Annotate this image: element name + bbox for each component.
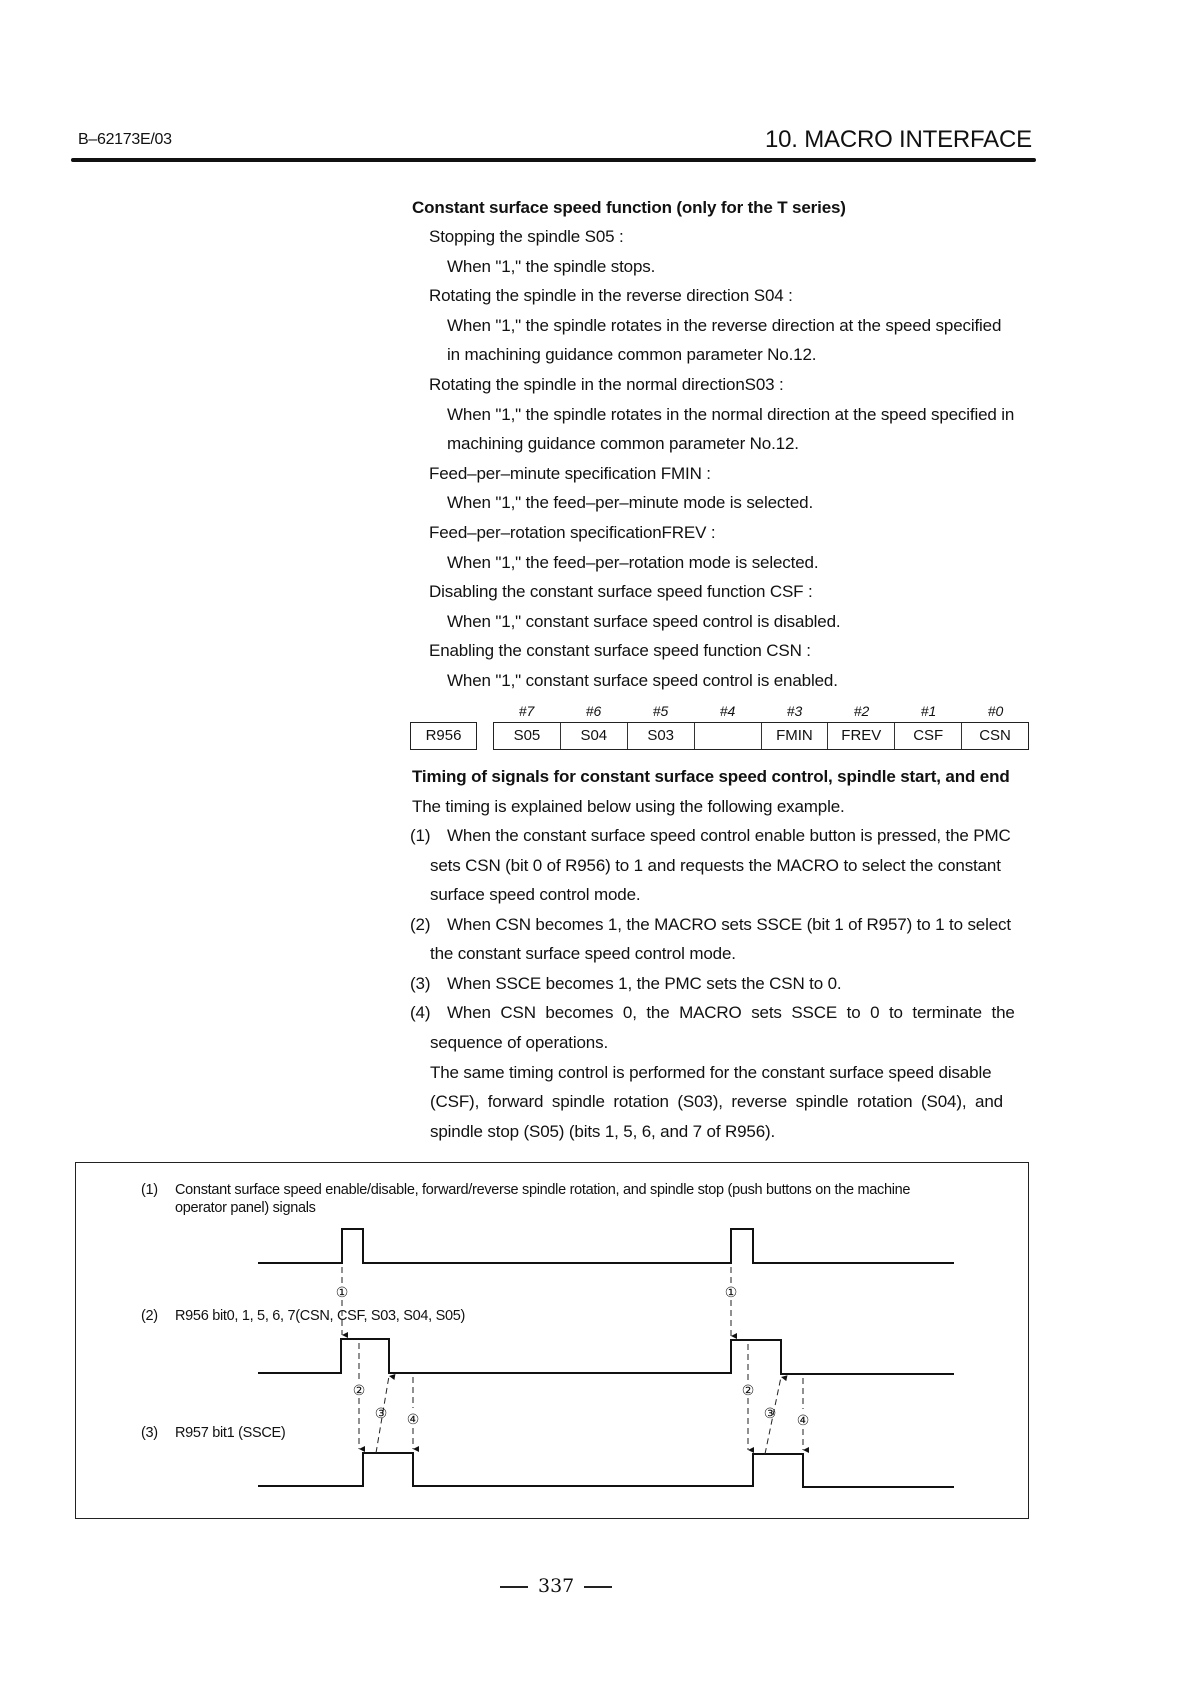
bit-cell: S05	[494, 723, 561, 749]
signal-label: R957 bit1 (SSCE)	[175, 1425, 286, 1441]
signal-number: (3)	[141, 1425, 158, 1441]
step-text: When SSCE becomes 1, the PMC sets the CSN to 0.	[447, 974, 842, 993]
dash-right	[584, 1586, 612, 1588]
document-code: B–62173E/03	[78, 131, 172, 148]
intro-text: The timing is explained below using the following example.	[412, 797, 845, 816]
bit-number: #1	[920, 703, 937, 719]
marker-3: ③	[374, 1405, 388, 1421]
page-number-footer	[490, 1575, 622, 1597]
bit-number: #4	[719, 703, 736, 719]
closing-text: (CSF), forward spindle rotation (S03), reverse spindle rotation (S04), and	[430, 1092, 1003, 1111]
closing-text: spindle stop (S05) (bits 1, 5, 6, and 7 of R956).	[430, 1122, 776, 1141]
item-desc: When "1," the spindle stops.	[447, 257, 656, 276]
bit-number: #7	[518, 703, 535, 719]
marker-2: ②	[741, 1382, 755, 1398]
step-text: the constant surface speed control mode.	[430, 944, 736, 963]
timing-diagram	[75, 1162, 1029, 1519]
step-text: sets CSN (bit 0 of R956) to 1 and requests the MACRO to select the constant	[430, 856, 1001, 875]
step-text: sequence of operations.	[430, 1033, 609, 1052]
dash-left	[500, 1586, 528, 1588]
bit-cell	[695, 723, 762, 749]
register-bits	[493, 722, 1029, 750]
marker-4: ④	[406, 1411, 420, 1427]
section-heading: Constant surface speed function (only for the T series)	[412, 198, 846, 217]
item-label: Feed–per–minute specification FMIN :	[429, 464, 711, 483]
bit-cell: S04	[561, 723, 628, 749]
signal-number: (1)	[141, 1182, 158, 1198]
bit-cell: S03	[628, 723, 695, 749]
marker-1: ①	[724, 1284, 738, 1300]
step-number: (1)	[410, 826, 431, 845]
marker-4: ④	[796, 1412, 810, 1428]
bit-cell: FMIN	[762, 723, 829, 749]
marker-1: ①	[335, 1284, 349, 1300]
step-text: When the constant surface speed control enable button is pressed, the PMC	[447, 826, 1011, 845]
bit-cell: FREV	[828, 723, 895, 749]
step-text: When CSN becomes 1, the MACRO sets SSCE (bit 1 of R957) to 1 to select	[447, 915, 1011, 934]
bit-number: #5	[652, 703, 669, 719]
bit-cell: CSF	[895, 723, 962, 749]
item-desc: When "1," the feed–per–rotation mode is selected.	[447, 553, 819, 572]
bit-number-row	[493, 703, 1029, 719]
item-label: Rotating the spindle in the normal directionS03 :	[429, 375, 784, 394]
section-title: 10. MACRO INTERFACE	[765, 126, 1032, 153]
bit-number: #6	[585, 703, 602, 719]
section-heading: Timing of signals for constant surface speed control, spindle start, and end	[412, 767, 1010, 786]
item-label: Disabling the constant surface speed function CSF :	[429, 582, 813, 601]
step-number: (3)	[410, 974, 431, 993]
item-label: Stopping the spindle S05 :	[429, 227, 624, 246]
step-number: (2)	[410, 915, 431, 934]
marker-3: ③	[763, 1405, 777, 1421]
signal-label: operator panel) signals	[175, 1200, 316, 1216]
item-desc: When "1," the spindle rotates in the reverse direction at the speed specified	[447, 316, 1002, 335]
item-label: Enabling the constant surface speed function CSN :	[429, 641, 811, 660]
item-desc: When "1," the feed–per–minute mode is selected.	[447, 493, 814, 512]
item-desc: machining guidance common parameter No.12.	[447, 434, 799, 453]
bit-number: #3	[786, 703, 803, 719]
signal-label: R956 bit0, 1, 5, 6, 7(CSN, CSF, S03, S04, S05)	[175, 1308, 466, 1324]
step-number: (4)	[410, 1003, 431, 1022]
step-text: When CSN becomes 0, the MACRO sets SSCE to 0 to terminate the	[447, 1003, 1015, 1022]
bit-number: #2	[853, 703, 870, 719]
item-label: Rotating the spindle in the reverse direction S04 :	[429, 286, 793, 305]
header-rule	[71, 158, 1036, 162]
signal-label: Constant surface speed enable/disable, forward/reverse spindle rotation, and spindle stop (push buttons on the machine	[175, 1182, 911, 1198]
bit-number: #0	[987, 703, 1004, 719]
item-desc: When "1," constant surface speed control is enabled.	[447, 671, 838, 690]
register-name: R956	[410, 722, 477, 750]
closing-text: The same timing control is performed for the constant surface speed disable	[430, 1063, 992, 1082]
bit-cell: CSN	[979, 727, 1011, 744]
signal-number: (2)	[141, 1308, 158, 1324]
step-text: surface speed control mode.	[430, 885, 641, 904]
marker-2: ②	[352, 1382, 366, 1398]
item-desc: When "1," constant surface speed control is disabled.	[447, 612, 841, 631]
page-number: 337	[538, 1575, 575, 1597]
item-desc: When "1," the spindle rotates in the normal direction at the speed specified in	[447, 405, 1015, 424]
timing-waveforms	[76, 1163, 1030, 1520]
item-label: Feed–per–rotation specificationFREV :	[429, 523, 716, 542]
item-desc: in machining guidance common parameter No.12.	[447, 345, 817, 364]
